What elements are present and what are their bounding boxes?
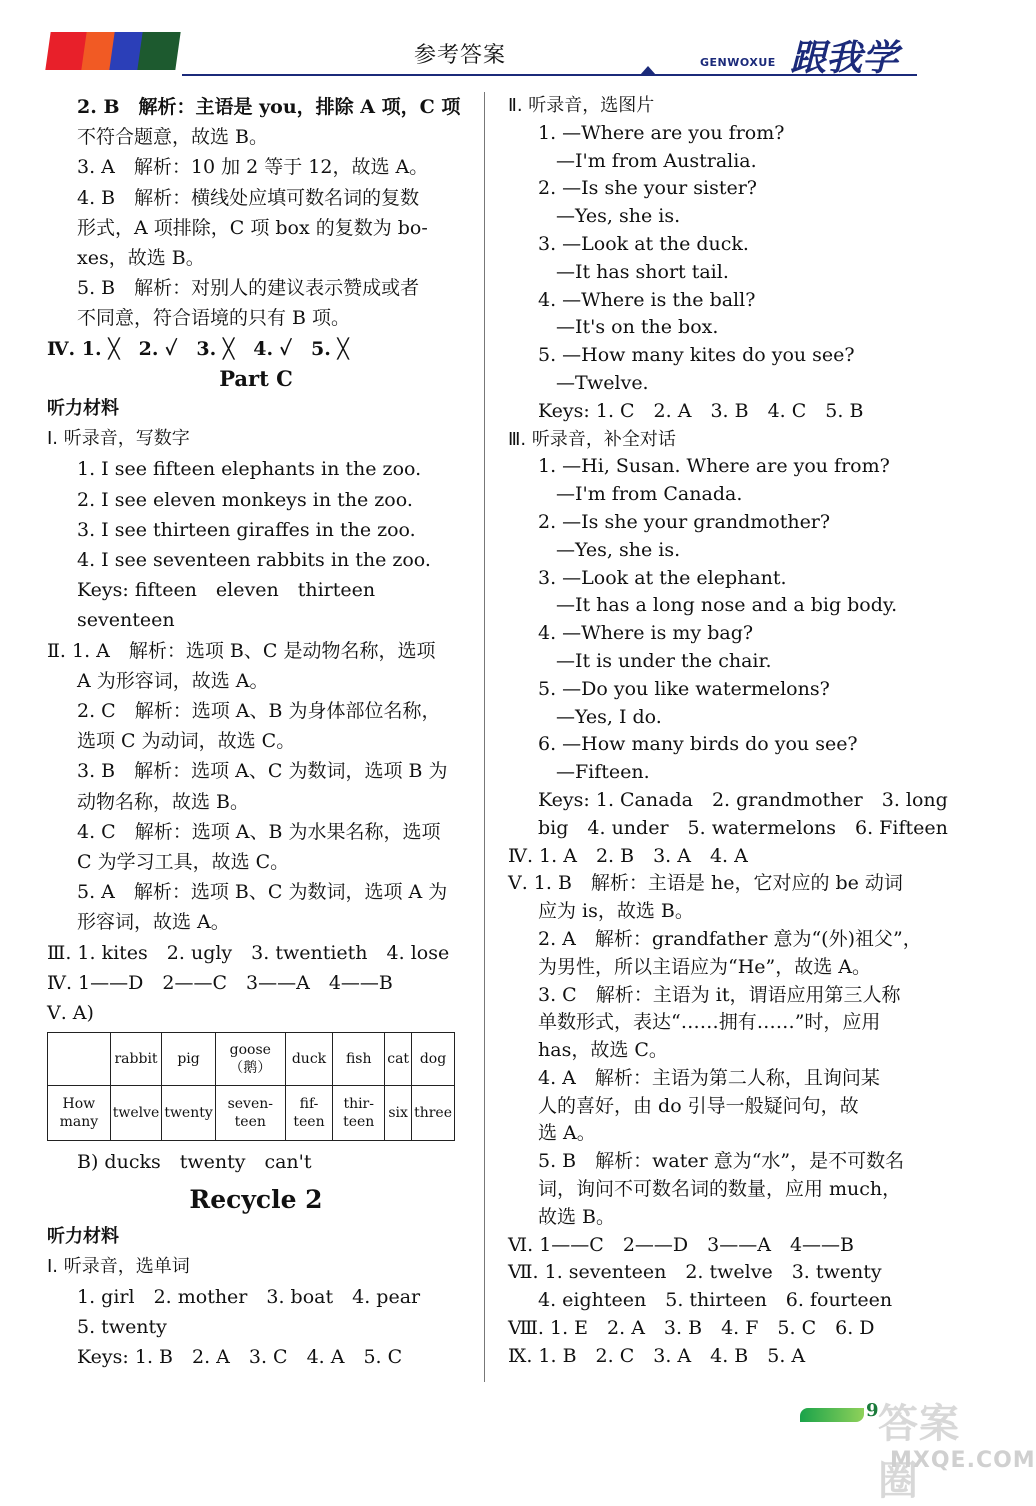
dialogue-line: 5. —Do you like watermelons? [538, 677, 830, 700]
answer-line: xes，故选 B。 [77, 247, 205, 270]
table-cell: rabbit [110, 1033, 162, 1086]
header-title: 参考答案 [413, 43, 506, 68]
answer-line: 选 A。 [538, 1122, 596, 1145]
answer-line: 2. A 解析：grandfather 意为“(外)祖父”， [538, 927, 922, 950]
answer-line: 形容词，故选 A。 [77, 911, 230, 934]
dialogue-line: 2. —Is she your sister? [538, 177, 757, 200]
table-cell: cat [385, 1033, 412, 1086]
section-heading: Ⅲ. 听录音，补全对话 [508, 428, 676, 450]
header-triangle-icon [640, 66, 656, 75]
dialogue-line: 1. —Hi, Susan. Where are you from? [538, 455, 890, 478]
answer-line: 5. A 解析：选项 B、C 为数词，选项 A 为 [77, 881, 448, 904]
answer-line: 故选 B。 [538, 1205, 616, 1228]
answer-line: 单数形式，表达“……拥有……”时，应用 [538, 1011, 881, 1034]
table-cell [48, 1033, 111, 1086]
dialogue-line: —It has short tail. [556, 260, 729, 283]
keys-line: Keys: fifteen eleven thirteen [77, 579, 376, 602]
section-heading: Ⅱ. 听录音，选图片 [508, 95, 655, 116]
listening-line: 5. twenty [77, 1316, 167, 1339]
dialogue-line: —It's on the box. [556, 316, 719, 339]
dialogue-line: 4. —Where is my bag? [538, 622, 754, 645]
keys-line: seventeen [77, 609, 175, 632]
page-header [0, 0, 1000, 90]
dialogue-line: —It has a long nose and a big body. [556, 594, 898, 617]
table-row [48, 1033, 455, 1086]
keys-line: big 4. under 5. watermelons 6. Fifteen [538, 816, 948, 839]
answer-line: 形式，A 项排除，C 项 box 的复数为 bo- [77, 216, 428, 239]
dialogue-line: 2. —Is she your grandmother? [538, 510, 831, 533]
answer-line: 2. B 解析：主语是 you，排除 A 项，C 项 [77, 96, 461, 118]
answer-line: 3. C 解析：主语为 it，谓语应用第三人称 [538, 983, 901, 1006]
recycle-title: Recycle 2 [189, 1184, 323, 1214]
answer-line: 4. B 解析：横线处应填可数名词的复数 [77, 186, 420, 209]
dialogue-line: —Yes, she is. [556, 205, 681, 228]
table-cell: pig [162, 1033, 215, 1086]
answer-line: Ⅶ. 1. seventeen 2. twelve 3. twenty [508, 1261, 882, 1284]
answer-line: has，故选 C。 [538, 1039, 668, 1062]
listening-line: 3. I see thirteen giraffes in the zoo. [77, 518, 416, 541]
right-column [508, 92, 948, 1371]
page-footer [800, 1390, 1036, 1504]
answer-line: 5. B 解析：对别人的建议表示赞成或者 [77, 277, 420, 300]
answer-line: 为男性，所以主语应为“He”，故选 A。 [538, 955, 872, 978]
dialogue-line: 1. —Where are you from? [538, 121, 785, 144]
dialogue-line: 5. —How many kites do you see? [538, 344, 855, 367]
dialogue-line: —Twelve. [556, 371, 649, 394]
part-c-title: Part C [219, 365, 293, 391]
brand-logo: 跟我学 [790, 38, 899, 79]
dialogue-line: —I'm from Australia. [556, 149, 757, 172]
dialogue-line: 3. —Look at the elephant. [538, 566, 787, 589]
answer-line: Ⅸ. 1. B 2. C 3. A 4. B 5. A [508, 1344, 806, 1367]
page-number: 9 [866, 1400, 879, 1421]
answer-line: Ⅱ. 1. A 解析：选项 B、C 是动物名称，选项 [47, 639, 436, 662]
table-cell: seven-teen [215, 1086, 285, 1141]
watermark-logo: 答案圈 [878, 1401, 960, 1504]
listening-line: 4. I see seventeen rabbits in the zoo. [77, 549, 431, 572]
section-heading: Ⅰ. 听录音，选单词 [47, 1255, 190, 1277]
answer-line: Ⅳ. 1——D 2——C 3——A 4——B [47, 971, 393, 994]
section-heading: 听力材料 [47, 1225, 119, 1247]
answer-line: 4. eighteen 5. thirteen 6. fourteen [538, 1289, 893, 1312]
table-cell: duck [285, 1033, 332, 1086]
brand-latin: GENWOXUE [700, 56, 776, 69]
dialogue-line: 3. —Look at the duck. [538, 232, 749, 255]
answer-line: Ⅴ. A) [47, 1002, 94, 1025]
dialogue-line: 6. —How many birds do you see? [538, 733, 858, 756]
header-color-blocks [48, 32, 180, 70]
table-cell: fif-teen [285, 1086, 332, 1141]
green-block [137, 32, 180, 70]
table-cell: How many [48, 1086, 111, 1141]
answer-line: Ⅷ. 1. E 2. A 3. B 4. F 5. C 6. D [508, 1317, 875, 1340]
dialogue-line: —Yes, she is. [556, 538, 681, 561]
answer-line: C 为学习工具，故选 C。 [77, 851, 290, 874]
answer-line: 人的喜好，由 do 引导一般疑问句，故 [538, 1094, 859, 1117]
answer-line: 动物名称，故选 B。 [77, 790, 250, 813]
watermark-url: MXQE.COM [890, 1448, 1036, 1473]
section-heading: Ⅰ. 听录音，写数字 [47, 428, 190, 450]
keys-line: Keys: 1. Canada 2. grandmother 3. long [538, 788, 948, 811]
answer-line: B) ducks twenty can't [77, 1151, 312, 1174]
answer-line: Ⅳ. 1. ╳ 2. ✓ 3. ╳ 4. ✓ 5. ╳ [47, 337, 349, 360]
answer-line: A 为形容词，故选 A。 [77, 669, 269, 692]
table-cell: fish [333, 1033, 385, 1086]
table-cell: twelve [110, 1086, 162, 1141]
answer-line: 3. B 解析：选项 A、C 为数词，选项 B 为 [77, 760, 448, 783]
answer-line: 不符合题意，故选 B。 [77, 126, 269, 149]
answer-line: 4. A 解析：主语为第二人称，且询问某 [538, 1066, 880, 1089]
leaf-icon [800, 1408, 864, 1422]
table-cell: dog [412, 1033, 455, 1086]
dialogue-line: —I'm from Canada. [556, 483, 743, 506]
answer-line: 不同意，符合语境的只有 B 项。 [77, 307, 351, 330]
answer-line: Ⅵ. 1——C 2——D 3——A 4——B [508, 1233, 854, 1256]
answer-line: 5. B 解析：water 意为“水”，是不可数名 [538, 1150, 905, 1173]
dialogue-line: —Yes, I do. [556, 705, 662, 728]
answer-line: 3. A 解析：10 加 2 等于 12，故选 A。 [77, 156, 429, 179]
table-cell: three [412, 1086, 455, 1141]
table-cell: six [385, 1086, 412, 1141]
table-cell: goose（鹅） [215, 1033, 285, 1086]
answer-line: Ⅴ. 1. B 解析：主语是 he，它对应的 be 动词 [508, 872, 903, 895]
answer-line: 4. C 解析：选项 A、B 为水果名称，选项 [77, 820, 441, 843]
listening-line: 2. I see eleven monkeys in the zoo. [77, 488, 413, 511]
dialogue-line: —Fifteen. [556, 761, 650, 784]
table-cell: thir-teen [333, 1086, 385, 1141]
keys-line: Keys: 1. B 2. A 3. C 4. A 5. C [77, 1346, 403, 1369]
answer-line: 词，询问不可数名词的数量，应用 much， [538, 1178, 902, 1201]
answer-line: Ⅳ. 1. A 2. B 3. A 4. A [508, 844, 748, 867]
answer-line: 应为 is，故选 B。 [538, 900, 694, 923]
table-row [48, 1086, 455, 1141]
animal-count-table [47, 1032, 455, 1141]
answer-line: 选项 C 为动词，故选 C。 [77, 730, 296, 753]
dialogue-line: —It is under the chair. [556, 649, 772, 672]
section-heading: 听力材料 [47, 398, 119, 420]
keys-line: Keys: 1. C 2. A 3. B 4. C 5. B [538, 399, 864, 422]
table-cell: twenty [162, 1086, 215, 1141]
listening-line: 1. I see fifteen elephants in the zoo. [77, 458, 422, 481]
answer-line: Ⅲ. 1. kites 2. ugly 3. twentieth 4. lose [47, 941, 450, 964]
column-divider [484, 92, 485, 1382]
dialogue-line: 4. —Where is the ball? [538, 288, 756, 311]
listening-line: 1. girl 2. mother 3. boat 4. pear [77, 1285, 421, 1308]
left-column [47, 92, 465, 1373]
answer-line: 2. C 解析：选项 A、B 为身体部位名称， [77, 700, 441, 723]
